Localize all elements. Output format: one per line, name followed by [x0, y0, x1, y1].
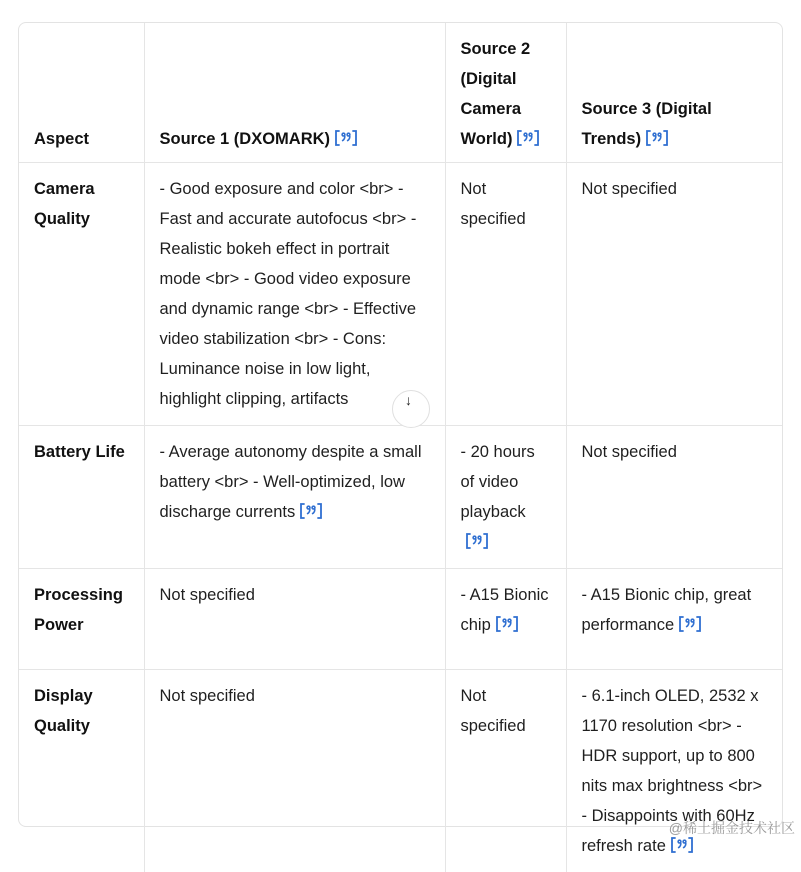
table-cell: Not specified [566, 163, 782, 426]
quote-citation-icon[interactable] [670, 836, 694, 854]
table-cell: Not specified [144, 670, 445, 872]
quote-citation-icon[interactable] [516, 129, 540, 147]
row-aspect: Battery Life [19, 426, 144, 569]
header-row [19, 23, 782, 163]
scroll-down-button[interactable] [392, 390, 432, 410]
table-cell: - 6.1-inch OLED, 2532 x 1170 resolution <br> - HDR support, up to 800 nits max brightness <br> - Disappoints with 60Hz refresh rate [566, 670, 782, 872]
header-aspect: Aspect [19, 23, 144, 163]
table-row-camera-quality [19, 163, 782, 426]
table-cell: Not specified [445, 163, 566, 426]
row-aspect: Processing Power [19, 569, 144, 670]
quote-citation-icon[interactable] [645, 129, 669, 147]
header-source-3: Source 3 (Digital Trends) [566, 23, 782, 163]
quote-citation-icon[interactable] [678, 615, 702, 633]
header-source-1: Source 1 (DXOMARK) [144, 23, 445, 163]
table-cell: - 20 hours of video playback [445, 426, 566, 569]
header-source-2: Source 2 (Digital Camera World) [445, 23, 566, 163]
table-cell: Not specified [144, 569, 445, 670]
quote-citation-icon[interactable] [299, 502, 323, 520]
quote-citation-icon[interactable] [495, 615, 519, 633]
comparison-table [19, 23, 782, 872]
quote-citation-icon[interactable] [334, 129, 358, 147]
row-aspect: Display Quality [19, 670, 144, 872]
watermark: @稀土掘金技术社区 [669, 818, 795, 838]
table-cell: - A15 Bionic chip [445, 569, 566, 670]
table-row-battery-life [19, 426, 782, 569]
quote-citation-icon[interactable] [465, 532, 489, 550]
table-cell: Not specified [566, 426, 782, 569]
table-row-display-quality [19, 670, 782, 872]
table-row-processing-power [19, 569, 782, 670]
table-cell: - A15 Bionic chip, great performance [566, 569, 782, 670]
table-cell: - Average autonomy despite a small battery <br> - Well-optimized, low discharge currents [144, 426, 445, 569]
arrow-down-icon: ↓ [405, 393, 412, 407]
table-cell: Not specified [445, 670, 566, 872]
table-cell: - Good exposure and color <br> - Fast and accurate autofocus <br> - Realistic bokeh effect in portrait mode <br> - Good video exposure and dynamic range <br> - Effective video stabilization <br> - Cons: Luminance noise in low light, highlight clipping, artifacts [144, 163, 445, 426]
row-aspect: Camera Quality [19, 163, 144, 426]
